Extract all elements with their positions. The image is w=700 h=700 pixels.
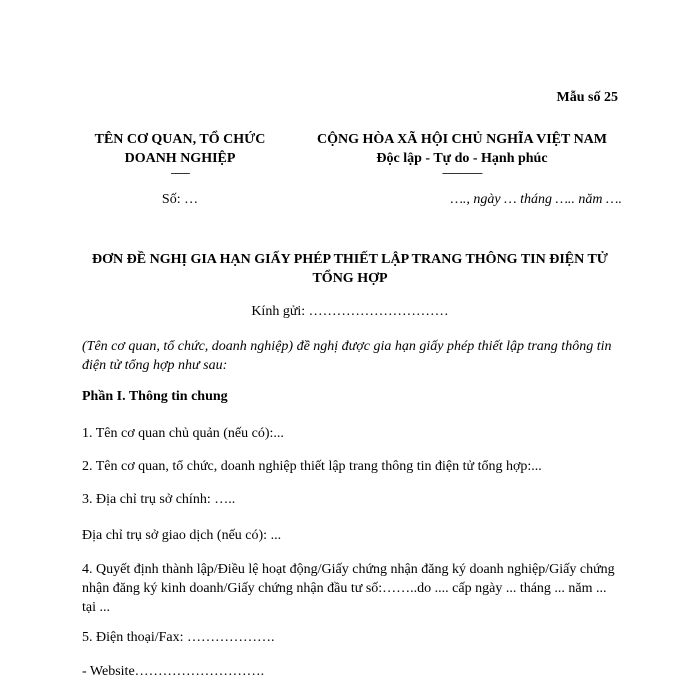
field-line-phone-fax: 5. Điện thoại/Fax: ………………. <box>82 630 275 645</box>
form-number: Mẫu số 25 <box>556 90 618 105</box>
intro-paragraph: (Tên cơ quan, tổ chức, doanh nghiệp) đề nghị được gia hạn giấy phép thiết lập trang thông tin điện tử tổng hợp như sau: <box>82 339 612 373</box>
field-line-governing-body: 1. Tên cơ quan chủ quản (nếu có):... <box>82 426 284 441</box>
field-line-transaction-office: Địa chỉ trụ sở giao dịch (nếu có): ... <box>82 528 282 543</box>
recipient-line: Kính gửi: ………………………… <box>251 304 449 319</box>
document-title: ĐƠN ĐỀ NGHỊ GIA HẠN GIẤY PHÉP THIẾT LẬP TRANG THÔNG TIN ĐIỆN TỬ TỔNG HỢP <box>92 252 608 286</box>
section-title: Phần I. Thông tin chung <box>82 389 228 404</box>
organization-divider: ------- <box>170 167 190 179</box>
national-header <box>282 130 642 178</box>
organization-name-line2: DOANH NGHIỆP <box>124 151 236 166</box>
field-line-website: - Website………………………. <box>82 664 265 679</box>
organization-name-line1: TÊN CƠ QUAN, TỔ CHỨC <box>94 132 266 147</box>
field-line-establishment-decision: 4. Quyết định thành lập/Điều lệ hoạt động/Giấy chứng nhận đăng ký doanh nghiệp/Giấy chứng nhận đăng ký kinh doanh/Giấy chứng nhận đầu tư số:……..do .... cấp ngày ... tháng ... năm ... tại ... <box>82 562 615 615</box>
national-motto: Độc lập - Tự do - Hạnh phúc <box>376 151 548 166</box>
document-date: …., ngày … tháng ….. năm …. <box>450 192 622 207</box>
field-line-organization-name: 2. Tên cơ quan, tổ chức, doanh nghiệp thiết lập trang thông tin điện tử tổng hợp:... <box>82 459 542 474</box>
organization-header <box>80 130 280 178</box>
document-number: Số: … <box>161 192 199 207</box>
national-divider: --------------- <box>442 167 482 179</box>
field-line-head-office: 3. Địa chỉ trụ sở chính: ….. <box>82 492 236 507</box>
national-title: CỘNG HÒA XÃ HỘI CHỦ NGHĨA VIỆT NAM <box>316 132 607 147</box>
